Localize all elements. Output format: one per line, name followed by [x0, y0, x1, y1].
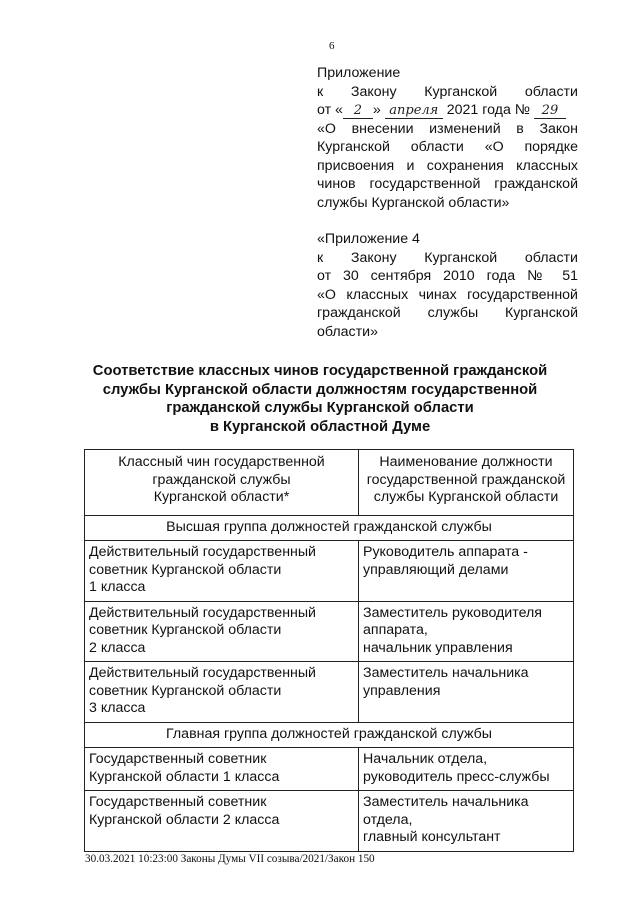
table-header-row — [85, 450, 574, 516]
header-line: службы Курганской области — [373, 489, 559, 505]
word: Курганской — [424, 83, 498, 100]
page-number: 6 — [329, 40, 335, 52]
position-cell — [359, 541, 574, 602]
word: к — [317, 249, 324, 266]
rank-cell — [85, 601, 359, 662]
cell-line: Государственный советник — [89, 751, 267, 767]
word: к — [317, 83, 324, 100]
cell-line: Действительный государственный — [89, 604, 316, 621]
header-line: Наименование должности — [379, 454, 553, 470]
cell-line: Курганской области 2 класса — [89, 811, 280, 828]
law-title-line: службы Курганской области» — [317, 194, 510, 211]
cell-line: Действительный государственный — [89, 665, 316, 681]
table-row — [85, 748, 574, 791]
law-title-line: чинов государственной гражданской — [317, 176, 578, 192]
rank-cell — [85, 541, 359, 602]
cell-line: 2 класса — [89, 639, 146, 656]
handwritten-number: 29 — [534, 104, 566, 119]
title-line: службы Курганской области должностям государственной — [102, 381, 538, 398]
rank-cell — [85, 791, 359, 852]
position-cell — [359, 662, 574, 723]
handwritten-month: апреля — [385, 104, 443, 119]
header-line: гражданской службы — [152, 471, 291, 488]
date-number-line — [317, 101, 578, 120]
old-law-title-line: «О классных чинах государственной — [317, 286, 578, 303]
header-cell-rank — [85, 450, 359, 516]
to-law-line — [317, 83, 578, 102]
word: области — [524, 83, 578, 100]
appendix-block — [317, 64, 578, 341]
cell-line: отдела, — [363, 811, 413, 828]
appendix-label: Приложение — [317, 65, 401, 81]
cell-line: Заместитель начальника — [363, 794, 529, 810]
cell-line: главный консультант — [363, 829, 501, 845]
old-law-title-line: области» — [317, 323, 378, 340]
word: Закону — [350, 249, 397, 266]
law-title-line: Курганской области «О порядке — [317, 139, 578, 155]
date-quote: » — [372, 102, 381, 118]
cell-line: 1 класса — [89, 579, 146, 595]
word: Закону — [350, 83, 397, 100]
group-cell: Высшая группа должностей гражданской службы — [85, 515, 574, 541]
cell-line: руководитель пресс-службы — [363, 768, 550, 785]
header-line: Курганской области* — [153, 489, 290, 505]
group-cell: Главная группа должностей гражданской службы — [85, 722, 574, 748]
document-title — [80, 362, 560, 436]
group-row-main — [85, 722, 574, 748]
cell-line: Руководитель аппарата - — [363, 544, 528, 560]
cell-line: Начальник отдела, — [363, 751, 488, 767]
group-row-highest — [85, 515, 574, 541]
table-row — [85, 662, 574, 723]
cell-line: управляющий делами — [363, 561, 509, 578]
cell-line: Курганской области 1 класса — [89, 768, 280, 785]
date-prefix: от « — [317, 102, 343, 118]
cell-line: аппарата, — [363, 622, 428, 638]
cell-line: начальник управления — [363, 639, 513, 656]
footer-stamp: 30.03.2021 10:23:00 Законы Думы VII созыва/2021/Закон 150 — [85, 853, 375, 865]
word: области — [524, 249, 578, 266]
cell-line: 3 класса — [89, 700, 146, 716]
rank-cell — [85, 662, 359, 723]
header-cell-position — [359, 450, 574, 516]
date-year: 2021 года № — [446, 102, 530, 118]
position-cell — [359, 791, 574, 852]
cell-line: советник Курганской области — [89, 561, 282, 578]
word: Курганской — [424, 249, 498, 266]
cell-line: советник Курганской области — [89, 622, 282, 638]
old-law-date-line: от 30 сентября 2010 года № 51 — [317, 268, 578, 284]
cell-line: советник Курганской области — [89, 682, 282, 699]
title-line: в Курганской областной Думе — [209, 418, 431, 435]
title-line: гражданской службы Курганской области — [166, 400, 474, 416]
table-row — [85, 601, 574, 662]
table-row — [85, 791, 574, 852]
handwritten-day: 2 — [343, 104, 373, 119]
cell-line: Заместитель руководителя — [363, 604, 542, 621]
title-line: Соответствие классных чинов государственной гражданской — [92, 363, 548, 379]
cell-line: Заместитель начальника — [363, 665, 529, 681]
cell-line: Действительный государственный — [89, 544, 316, 560]
cell-line: Государственный советник — [89, 794, 267, 810]
appendix4-label: «Приложение 4 — [317, 231, 420, 247]
cell-line: управления — [363, 682, 441, 699]
table-row — [85, 541, 574, 602]
law-title-line: присвоения и сохранения классных — [317, 157, 578, 174]
header-line: Классный чин государственной — [118, 454, 325, 470]
position-cell — [359, 601, 574, 662]
law-title-line: «О внесении изменений в Закон — [317, 120, 578, 137]
rank-cell — [85, 748, 359, 791]
to-law-line-2 — [317, 249, 578, 268]
ranks-table — [84, 449, 574, 852]
old-law-title-line: гражданской службы Курганской — [317, 305, 578, 321]
position-cell — [359, 748, 574, 791]
header-line: государственной гражданской — [366, 471, 566, 488]
